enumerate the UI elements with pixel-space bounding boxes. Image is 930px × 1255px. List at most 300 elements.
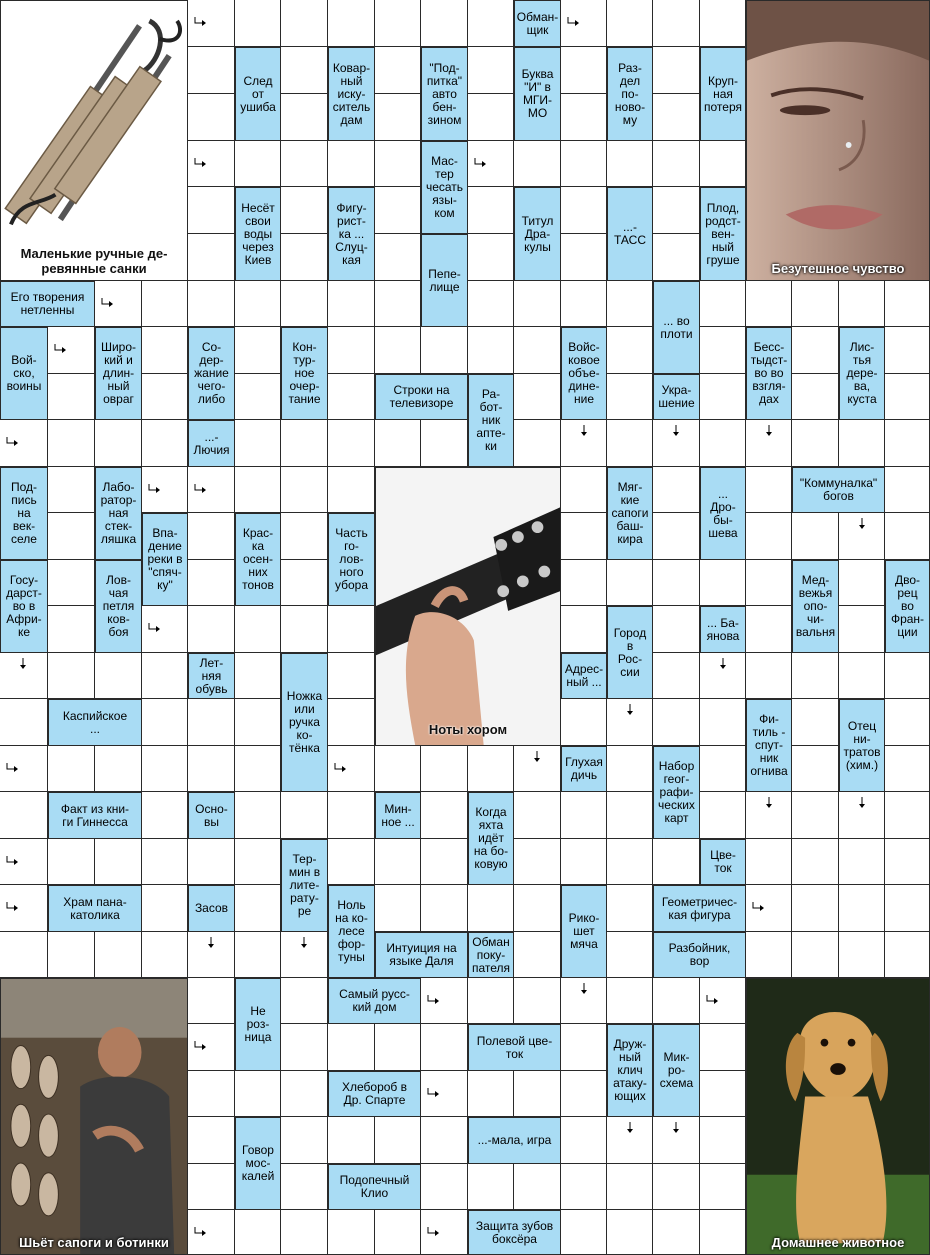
answer-cell[interactable]: [607, 932, 653, 978]
answer-cell[interactable]: [48, 932, 95, 978]
arrow-down-icon: [762, 424, 776, 438]
answer-cell[interactable]: [607, 327, 653, 374]
answer-cell[interactable]: [607, 420, 653, 467]
answer-cell[interactable]: [746, 839, 792, 885]
answer-cell[interactable]: [653, 653, 700, 699]
answer-cell[interactable]: [375, 839, 421, 885]
clue-cell: Когда яхта идёт на бо- ковую: [468, 792, 514, 885]
answer-cell[interactable]: [142, 792, 188, 839]
arrow-down-icon: [716, 657, 730, 671]
answer-cell[interactable]: [746, 513, 792, 560]
answer-cell[interactable]: [328, 1210, 375, 1255]
clue-cell: Мас- тер чесать язы- ком: [421, 141, 468, 234]
answer-cell[interactable]: [561, 1024, 607, 1071]
answer-cell[interactable]: [235, 1071, 281, 1117]
answer-cell[interactable]: [468, 1071, 514, 1117]
answer-cell[interactable]: [653, 141, 700, 187]
answer-cell[interactable]: [0, 699, 48, 746]
answer-cell[interactable]: [792, 513, 839, 560]
clue-cell: Не роз- ница: [235, 978, 281, 1071]
answer-cell[interactable]: [468, 0, 514, 47]
answer-cell[interactable]: [281, 141, 328, 187]
answer-cell[interactable]: [281, 1210, 328, 1255]
clue-cell: ...-мала, игра: [468, 1117, 561, 1164]
answer-cell[interactable]: [607, 885, 653, 932]
answer-cell[interactable]: [188, 281, 235, 327]
answer-cell[interactable]: [235, 932, 281, 978]
answer-cell[interactable]: [235, 467, 281, 513]
answer-cell[interactable]: [746, 606, 792, 653]
clue-cell: Обман- щик: [514, 0, 561, 47]
answer-cell[interactable]: [48, 467, 95, 513]
answer-cell[interactable]: [188, 513, 235, 560]
answer-cell[interactable]: [561, 1164, 607, 1210]
answer-cell[interactable]: [885, 839, 930, 885]
answer-cell[interactable]: [421, 327, 468, 374]
answer-cell[interactable]: [653, 47, 700, 94]
answer-cell[interactable]: [48, 420, 95, 467]
answer-cell[interactable]: [885, 932, 930, 978]
answer-cell[interactable]: [328, 141, 375, 187]
arrow-down-icon: [577, 424, 591, 438]
arrow-right-icon: [567, 16, 581, 30]
answer-cell[interactable]: [235, 885, 281, 932]
answer-cell[interactable]: [235, 0, 281, 47]
answer-cell[interactable]: [281, 1164, 328, 1210]
answer-cell[interactable]: [188, 1164, 235, 1210]
answer-cell[interactable]: [95, 653, 142, 699]
answer-cell[interactable]: [885, 746, 930, 792]
answer-cell[interactable]: [468, 746, 514, 792]
answer-cell[interactable]: [561, 513, 607, 560]
answer-cell[interactable]: [514, 327, 561, 374]
answer-cell[interactable]: [375, 746, 421, 792]
clue-cell: Говор мос- калей: [235, 1117, 281, 1210]
answer-cell[interactable]: [235, 281, 281, 327]
answer-cell[interactable]: [468, 234, 514, 281]
answer-cell[interactable]: [561, 839, 607, 885]
answer-cell[interactable]: [0, 932, 48, 978]
answer-cell[interactable]: [700, 281, 746, 327]
answer-cell[interactable]: [375, 187, 421, 234]
answer-cell[interactable]: [561, 141, 607, 187]
answer-cell[interactable]: [235, 420, 281, 467]
answer-cell[interactable]: [468, 327, 514, 374]
answer-cell[interactable]: [421, 1024, 468, 1071]
answer-cell[interactable]: [885, 699, 930, 746]
arrow-right-icon: [6, 901, 20, 915]
answer-cell[interactable]: [561, 281, 607, 327]
answer-cell[interactable]: [235, 141, 281, 187]
arrow-down-icon: [297, 936, 311, 950]
answer-cell[interactable]: [839, 281, 885, 327]
answer-cell[interactable]: [700, 699, 746, 746]
answer-cell[interactable]: [561, 47, 607, 94]
answer-cell[interactable]: [281, 234, 328, 281]
answer-cell[interactable]: [561, 606, 607, 653]
answer-cell[interactable]: [792, 885, 839, 932]
answer-cell[interactable]: [607, 978, 653, 1024]
answer-cell[interactable]: [328, 653, 375, 699]
arrow-right-icon: [427, 1087, 441, 1101]
answer-cell[interactable]: [48, 513, 95, 560]
answer-cell[interactable]: [281, 281, 328, 327]
answer-cell[interactable]: [653, 978, 700, 1024]
answer-cell[interactable]: [700, 420, 746, 467]
answer-cell[interactable]: [792, 374, 839, 420]
answer-cell[interactable]: [142, 327, 188, 374]
answer-cell[interactable]: [653, 699, 700, 746]
answer-cell[interactable]: [885, 513, 930, 560]
answer-cell[interactable]: [746, 932, 792, 978]
answer-cell[interactable]: [561, 187, 607, 234]
answer-cell[interactable]: [48, 746, 95, 792]
answer-cell[interactable]: [468, 978, 514, 1024]
answer-cell[interactable]: [375, 0, 421, 47]
arrow-down-icon: [669, 1121, 683, 1135]
answer-cell[interactable]: [375, 234, 421, 281]
answer-cell[interactable]: [514, 141, 561, 187]
clue-cell: ... во плоти: [653, 281, 700, 374]
answer-cell[interactable]: [235, 699, 281, 746]
answer-cell[interactable]: [0, 792, 48, 839]
answer-cell[interactable]: [700, 792, 746, 839]
clue-cell: Впа- дение реки в "спяч- ку": [142, 513, 188, 606]
answer-cell[interactable]: [188, 234, 235, 281]
answer-cell[interactable]: [839, 839, 885, 885]
clue-cell: ...- ТАСС: [607, 187, 653, 281]
arrow-right-icon: [101, 297, 115, 311]
answer-cell[interactable]: [281, 94, 328, 141]
answer-cell[interactable]: [142, 699, 188, 746]
answer-cell[interactable]: [328, 1117, 375, 1164]
arrow-right-icon: [6, 436, 20, 450]
answer-cell[interactable]: [607, 0, 653, 47]
answer-cell[interactable]: [561, 792, 607, 839]
answer-cell[interactable]: [142, 420, 188, 467]
answer-cell[interactable]: [235, 792, 281, 839]
answer-cell[interactable]: [561, 699, 607, 746]
answer-cell[interactable]: [700, 1024, 746, 1071]
answer-cell[interactable]: [235, 653, 281, 699]
answer-cell[interactable]: [700, 374, 746, 420]
answer-cell[interactable]: [281, 187, 328, 234]
answer-cell[interactable]: [792, 746, 839, 792]
answer-cell[interactable]: [281, 47, 328, 94]
answer-cell[interactable]: [188, 699, 235, 746]
answer-cell[interactable]: [885, 653, 930, 699]
answer-cell[interactable]: [421, 1117, 468, 1164]
answer-cell[interactable]: [188, 47, 235, 94]
answer-cell[interactable]: [700, 141, 746, 187]
answer-cell[interactable]: [700, 560, 746, 606]
answer-cell[interactable]: [188, 187, 235, 234]
answer-cell[interactable]: [885, 792, 930, 839]
answer-cell[interactable]: [885, 467, 930, 513]
answer-cell[interactable]: [188, 978, 235, 1024]
clue-cell: Несёт свои воды через Киев: [235, 187, 281, 281]
clue-cell: Кон- тур- ное очер- тание: [281, 327, 328, 420]
answer-cell[interactable]: [746, 467, 792, 513]
answer-cell[interactable]: [375, 281, 421, 327]
answer-cell[interactable]: [700, 1164, 746, 1210]
answer-cell[interactable]: [375, 47, 421, 94]
answer-cell[interactable]: [95, 746, 142, 792]
answer-cell[interactable]: [885, 374, 930, 420]
answer-cell[interactable]: [95, 932, 142, 978]
answer-cell[interactable]: [514, 932, 561, 978]
answer-cell[interactable]: [653, 187, 700, 234]
answer-cell[interactable]: [514, 1071, 561, 1117]
answer-cell[interactable]: [281, 560, 328, 606]
clue-cell: Самый русс- кий дом: [328, 978, 421, 1024]
answer-cell[interactable]: [653, 467, 700, 513]
answer-cell[interactable]: [281, 513, 328, 560]
clue-cell: Дво- рец во Фран- ции: [885, 560, 930, 653]
answer-cell[interactable]: [328, 606, 375, 653]
answer-cell[interactable]: [142, 746, 188, 792]
answer-cell[interactable]: [514, 1164, 561, 1210]
answer-cell[interactable]: [48, 560, 95, 606]
answer-cell[interactable]: [607, 792, 653, 839]
clue-cell: Геометричес- кая фигура: [653, 885, 746, 932]
answer-cell[interactable]: [188, 94, 235, 141]
answer-cell[interactable]: [885, 420, 930, 467]
answer-cell[interactable]: [188, 746, 235, 792]
answer-cell[interactable]: [792, 653, 839, 699]
answer-cell[interactable]: [607, 281, 653, 327]
answer-cell[interactable]: [421, 885, 468, 932]
answer-cell[interactable]: [561, 560, 607, 606]
answer-cell[interactable]: [468, 47, 514, 94]
clue-cell: Мяг- кие сапоги баш- кира: [607, 467, 653, 560]
answer-cell[interactable]: [281, 467, 328, 513]
answer-cell[interactable]: [561, 467, 607, 513]
answer-cell[interactable]: [514, 281, 561, 327]
answer-cell[interactable]: [746, 281, 792, 327]
answer-cell[interactable]: [468, 1164, 514, 1210]
answer-cell[interactable]: [421, 0, 468, 47]
answer-cell[interactable]: [281, 606, 328, 653]
answer-cell[interactable]: [375, 141, 421, 187]
answer-cell[interactable]: [142, 932, 188, 978]
answer-cell[interactable]: [281, 1071, 328, 1117]
answer-cell[interactable]: [792, 420, 839, 467]
answer-cell[interactable]: [328, 420, 375, 467]
answer-cell[interactable]: [607, 1164, 653, 1210]
answer-cell[interactable]: [514, 374, 561, 420]
answer-cell[interactable]: [607, 374, 653, 420]
answer-cell[interactable]: [328, 281, 375, 327]
answer-cell[interactable]: [839, 653, 885, 699]
answer-cell[interactable]: [95, 420, 142, 467]
arrow-right-icon: [427, 1226, 441, 1240]
answer-cell[interactable]: [375, 1117, 421, 1164]
clue-cell: Цве- ток: [700, 839, 746, 885]
answer-cell[interactable]: [746, 560, 792, 606]
answer-cell[interactable]: [514, 978, 561, 1024]
answer-cell[interactable]: [328, 0, 375, 47]
answer-cell[interactable]: [514, 885, 561, 932]
answer-cell[interactable]: [561, 94, 607, 141]
answer-cell[interactable]: [653, 1164, 700, 1210]
clue-cell: Плод, родст- вен- ный груше: [700, 187, 746, 281]
answer-cell[interactable]: [281, 1117, 328, 1164]
clue-cell: След от ушиба: [235, 47, 281, 141]
answer-cell[interactable]: [653, 606, 700, 653]
answer-cell[interactable]: [653, 839, 700, 885]
answer-cell[interactable]: [561, 1117, 607, 1164]
answer-cell[interactable]: [188, 839, 235, 885]
answer-cell[interactable]: [653, 1210, 700, 1255]
answer-cell[interactable]: [421, 839, 468, 885]
answer-cell[interactable]: [328, 327, 375, 374]
answer-cell[interactable]: [421, 420, 468, 467]
answer-cell[interactable]: [468, 187, 514, 234]
answer-cell[interactable]: [235, 606, 281, 653]
arrow-right-icon: [194, 1040, 208, 1054]
answer-cell[interactable]: [281, 420, 328, 467]
answer-cell[interactable]: [375, 1210, 421, 1255]
clue-cell: Хлебороб в Др. Спарте: [328, 1071, 421, 1117]
answer-cell[interactable]: [375, 94, 421, 141]
answer-cell[interactable]: [839, 606, 885, 653]
answer-cell[interactable]: [328, 374, 375, 420]
clue-cell: ... Дро- бы- шева: [700, 467, 746, 560]
clue-cell: Ножка или ручка ко- тёнка: [281, 653, 328, 792]
clue-cell: Отец ни- тратов (хим.): [839, 699, 885, 792]
answer-cell[interactable]: [421, 792, 468, 839]
answer-cell[interactable]: [142, 374, 188, 420]
answer-cell[interactable]: [281, 0, 328, 47]
arrow-right-icon: [194, 483, 208, 497]
answer-cell[interactable]: [746, 653, 792, 699]
clue-cell: "Под- питка" авто бен- зином: [421, 47, 468, 141]
answer-cell[interactable]: [514, 839, 561, 885]
answer-cell[interactable]: [607, 1210, 653, 1255]
answer-cell[interactable]: [48, 839, 95, 885]
answer-cell[interactable]: [792, 932, 839, 978]
answer-cell[interactable]: [281, 978, 328, 1024]
answer-cell[interactable]: [653, 513, 700, 560]
arrow-right-icon: [6, 762, 20, 776]
answer-cell[interactable]: [561, 1071, 607, 1117]
clue-cell: Пепе- лище: [421, 234, 468, 327]
answer-cell[interactable]: [514, 420, 561, 467]
clue-cell: Мед- вежья опо- чи- вальня: [792, 560, 839, 653]
answer-cell[interactable]: [700, 746, 746, 792]
answer-cell[interactable]: [328, 699, 375, 746]
clue-cell: Адрес- ный ...: [561, 653, 607, 699]
answer-cell[interactable]: [235, 839, 281, 885]
answer-cell[interactable]: [839, 560, 885, 606]
answer-cell[interactable]: [48, 374, 95, 420]
answer-cell[interactable]: [468, 885, 514, 932]
answer-cell[interactable]: [188, 1117, 235, 1164]
answer-cell[interactable]: [235, 374, 281, 420]
answer-cell[interactable]: [700, 1071, 746, 1117]
answer-cell[interactable]: [375, 420, 421, 467]
answer-cell[interactable]: [653, 0, 700, 47]
arrow-down-icon: [530, 750, 544, 764]
arrow-right-icon: [752, 901, 766, 915]
answer-cell[interactable]: [142, 653, 188, 699]
arrow-right-icon: [194, 157, 208, 171]
answer-cell[interactable]: [328, 467, 375, 513]
answer-cell[interactable]: [468, 94, 514, 141]
answer-cell[interactable]: [561, 1210, 607, 1255]
answer-cell[interactable]: [561, 234, 607, 281]
arrow-down-icon: [855, 517, 869, 531]
answer-cell[interactable]: [188, 560, 235, 606]
clue-cell: ...- Лючия: [188, 420, 235, 467]
answer-cell[interactable]: [607, 839, 653, 885]
answer-cell[interactable]: [48, 653, 95, 699]
answer-cell[interactable]: [700, 0, 746, 47]
answer-cell[interactable]: [375, 1024, 421, 1071]
answer-cell[interactable]: [142, 885, 188, 932]
answer-cell[interactable]: [468, 281, 514, 327]
answer-cell[interactable]: [653, 560, 700, 606]
answer-cell[interactable]: [188, 1071, 235, 1117]
answer-cell[interactable]: [839, 885, 885, 932]
answer-cell[interactable]: [281, 1024, 328, 1071]
answer-cell[interactable]: [792, 792, 839, 839]
answer-cell[interactable]: [514, 792, 561, 839]
answer-cell[interactable]: [700, 1117, 746, 1164]
answer-cell[interactable]: [792, 839, 839, 885]
answer-cell[interactable]: [188, 606, 235, 653]
answer-cell[interactable]: [607, 560, 653, 606]
answer-cell[interactable]: [95, 839, 142, 885]
photo-caption-guitar: Ноты хором: [428, 722, 508, 737]
answer-cell[interactable]: [792, 699, 839, 746]
answer-cell[interactable]: [792, 281, 839, 327]
answer-cell[interactable]: [885, 327, 930, 374]
answer-cell[interactable]: [885, 885, 930, 932]
answer-cell[interactable]: [700, 327, 746, 374]
clue-cell: Набор геог- рафи- ческих карт: [653, 746, 700, 839]
answer-cell[interactable]: [142, 839, 188, 885]
answer-cell[interactable]: [839, 932, 885, 978]
answer-cell[interactable]: [653, 94, 700, 141]
answer-cell[interactable]: [839, 420, 885, 467]
clue-cell: Осно- вы: [188, 792, 235, 839]
answer-cell[interactable]: [375, 327, 421, 374]
clue-cell: Со- дер- жание чего- либо: [188, 327, 235, 420]
answer-cell[interactable]: [142, 281, 188, 327]
answer-cell[interactable]: [421, 746, 468, 792]
answer-cell[interactable]: [700, 1210, 746, 1255]
answer-cell[interactable]: [607, 141, 653, 187]
answer-cell[interactable]: [792, 327, 839, 374]
clue-cell: Факт из кни- ги Гиннесса: [48, 792, 142, 839]
answer-cell[interactable]: [235, 327, 281, 374]
answer-cell[interactable]: [328, 792, 375, 839]
answer-cell[interactable]: [421, 1164, 468, 1210]
answer-cell[interactable]: [235, 1210, 281, 1255]
answer-cell[interactable]: [375, 885, 421, 932]
answer-cell[interactable]: [328, 839, 375, 885]
answer-cell[interactable]: [281, 792, 328, 839]
answer-cell[interactable]: [653, 234, 700, 281]
answer-cell[interactable]: [48, 606, 95, 653]
answer-cell[interactable]: [885, 281, 930, 327]
answer-cell[interactable]: [328, 1024, 375, 1071]
answer-cell[interactable]: [235, 746, 281, 792]
answer-cell[interactable]: [607, 746, 653, 792]
clue-cell: Госу- дарст- во в Афри- ке: [0, 560, 48, 653]
